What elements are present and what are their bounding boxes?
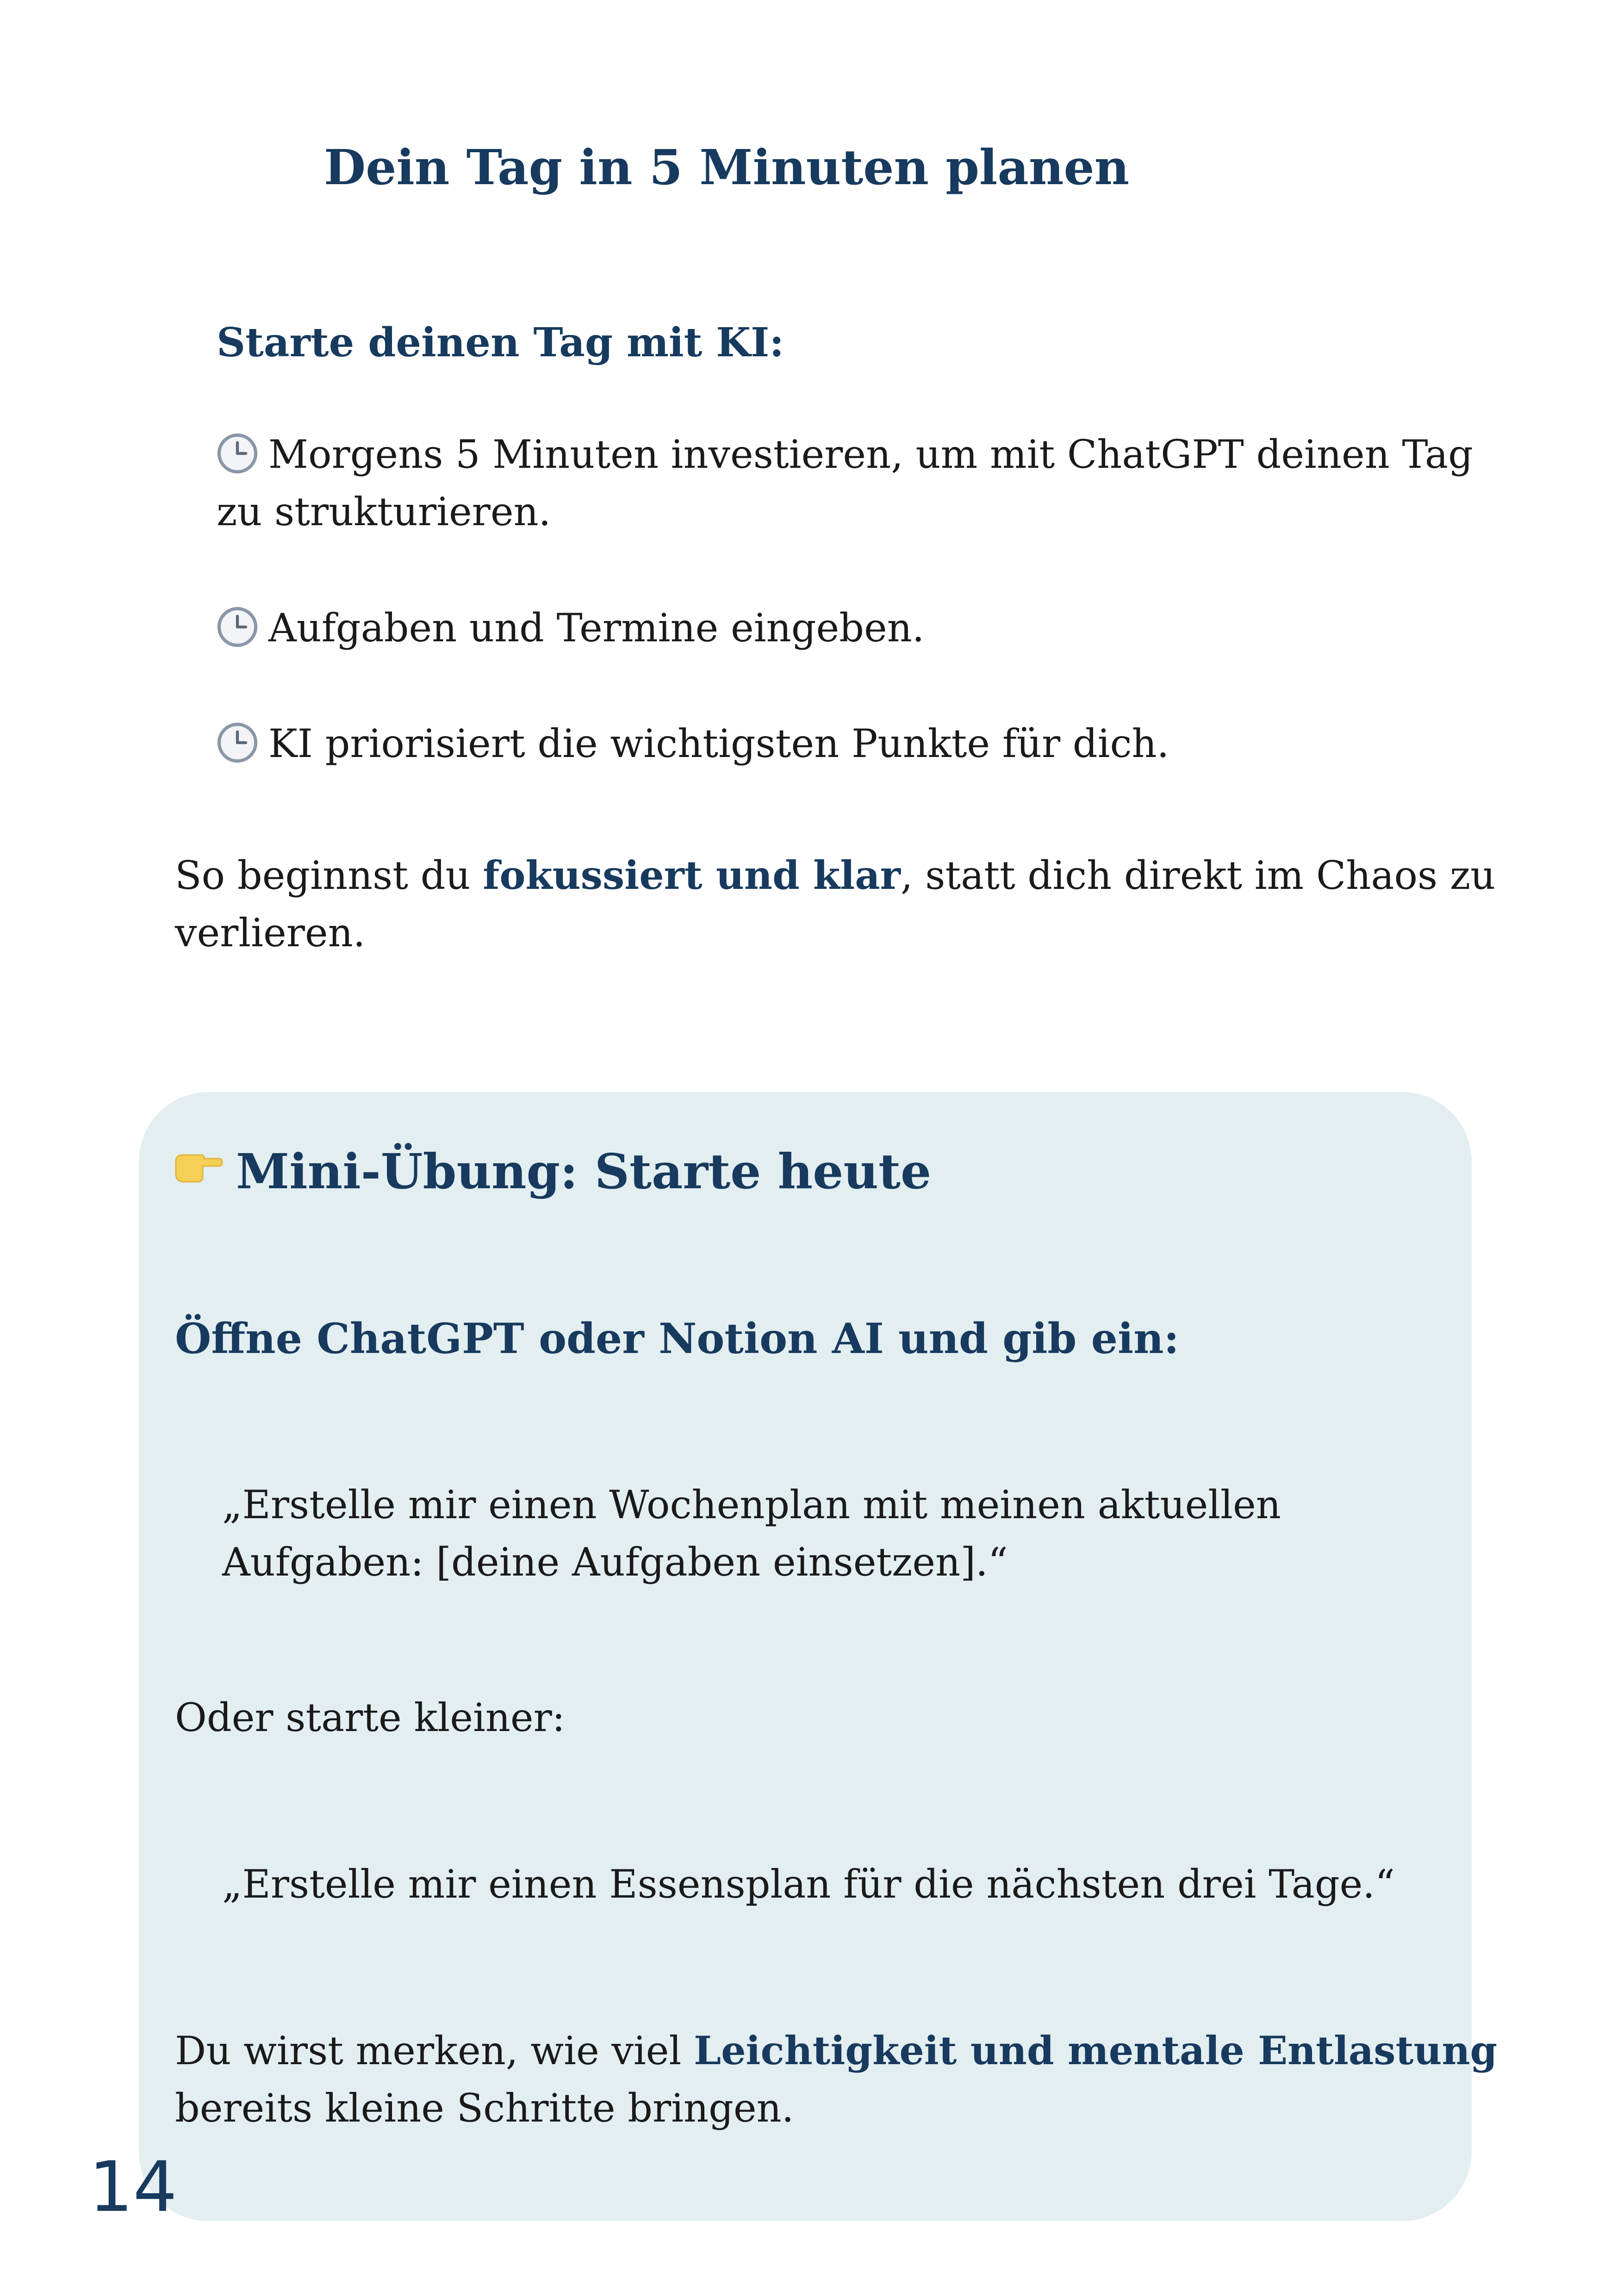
closing-text: Du wirst merken, wie viel [175,2028,694,2073]
page-number: 14 [89,2147,177,2228]
prompt-quote: „Erstelle mir einen Essensplan für die nächsten drei Tage.“ [222,1862,1395,1907]
exercise-instruction: Öffne ChatGPT oder Notion AI und gib ein: [175,1314,1179,1363]
closing-paragraph [175,2022,1499,2137]
bullet-text: Aufgaben und Termine eingeben. [268,605,925,651]
page-title: Dein Tag in 5 Minuten planen [324,139,1130,196]
bullet-item [217,426,1475,540]
section-subheading: Starte deinen Tag mit KI: [217,319,784,366]
exercise-title [172,1143,931,1200]
pointing-hand-icon [172,1148,223,1185]
alt-intro: Oder starte kleiner: [175,1695,566,1740]
summary-highlight: fokussiert und klar [483,852,901,898]
summary-text: So beginnst du [175,853,483,898]
bullet-item [217,599,1475,657]
clock-icon [217,433,258,474]
clock-icon [217,722,258,763]
summary-text: , statt dich direkt im Chaos zu verlieren. [175,853,1496,956]
bullet-text: KI priorisiert die wichtigsten Punkte für dich. [268,721,1169,766]
bullet-item [217,715,1475,772]
closing-highlight: Leichtigkeit und mentale Entlastung [694,2028,1498,2073]
exercise-title-text: Mini-Übung: Starte heute [236,1143,932,1200]
summary-paragraph [175,847,1499,962]
clock-icon [217,606,258,648]
bullet-text: Morgens 5 Minuten investieren, um mit ChatGPT deinen Tag zu strukturieren. [217,432,1473,534]
closing-text: bereits kleine Schritte bringen. [175,2085,794,2131]
prompt-quote: „Erstelle mir einen Wochenplan mit meinen aktuellen Aufgaben: [deine Aufgaben einsetzen].“ [222,1482,1281,1585]
